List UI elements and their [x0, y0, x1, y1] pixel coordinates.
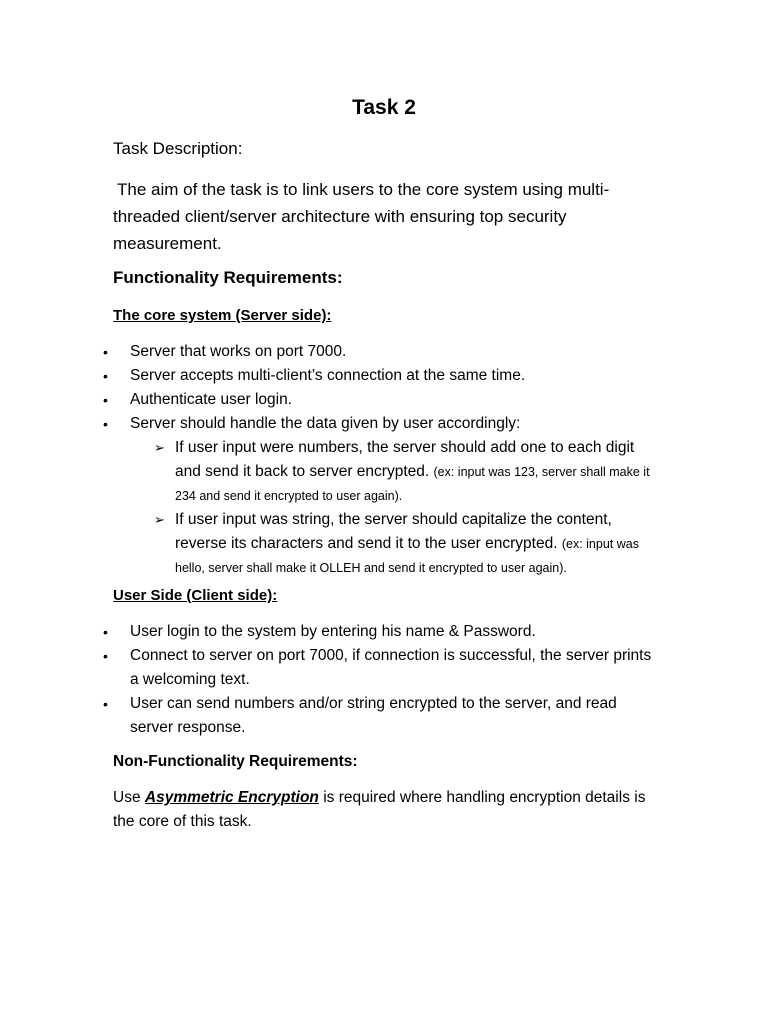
server-side-heading: The core system (Server side): [113, 307, 332, 324]
sub-list-item [158, 508, 658, 580]
list-item: • Server that works on port 7000. [113, 340, 658, 364]
sub-list-item-example: (ex: input was 123, server shall make it 234 and send it encrypted to user again). [175, 465, 650, 503]
list-item: • Authenticate user login. [113, 388, 658, 412]
non-functionality-text [113, 786, 663, 834]
list-item [113, 412, 658, 580]
functionality-heading: Functionality Requirements: [113, 268, 343, 287]
non-functionality-suffix: is required where handling encryption details is the core of this task. [113, 789, 646, 830]
sub-list-item [158, 436, 658, 508]
list-item: • Connect to server on port 7000, if connection is successful, the server prints a welcoming text. [113, 644, 658, 692]
client-requirements-list [113, 620, 658, 740]
non-functionality-prefix: Use [113, 789, 141, 806]
client-side-heading: User Side (Client side): [113, 587, 278, 604]
list-item-text: Server should handle the data given by user accordingly: [130, 415, 521, 432]
list-item: • User can send numbers and/or string encrypted to the server, and read server response. [113, 692, 658, 740]
task-description-text: The aim of the task is to link users to the core system using multi-threaded client/server architecture with ensuring top security measurement. [113, 180, 610, 253]
server-requirements-list [113, 340, 658, 580]
sub-list-item-text: If user input were numbers, the server should add one to each digit and send it back to server encrypted. [175, 439, 635, 480]
sub-list-item-example: (ex: input was hello, server shall make it OLLEH and send it encrypted to user again). [175, 537, 639, 575]
sub-list-item-text: If user input was string, the server should capitalize the content, reverse its characters and send it to the user encrypted. [175, 511, 612, 552]
task-description-label: Task Description: [113, 139, 243, 158]
list-item: • Server accepts multi-client’s connection at the same time. [113, 364, 658, 388]
asymmetric-encryption-emphasis: Asymmetric Encryption [144, 789, 319, 806]
data-handling-sublist [158, 436, 658, 580]
non-functionality-heading: Non-Functionality Requirements: [113, 753, 358, 770]
list-item: • User login to the system by entering his name & Password. [113, 620, 658, 644]
page-title: Task 2 [352, 96, 416, 119]
